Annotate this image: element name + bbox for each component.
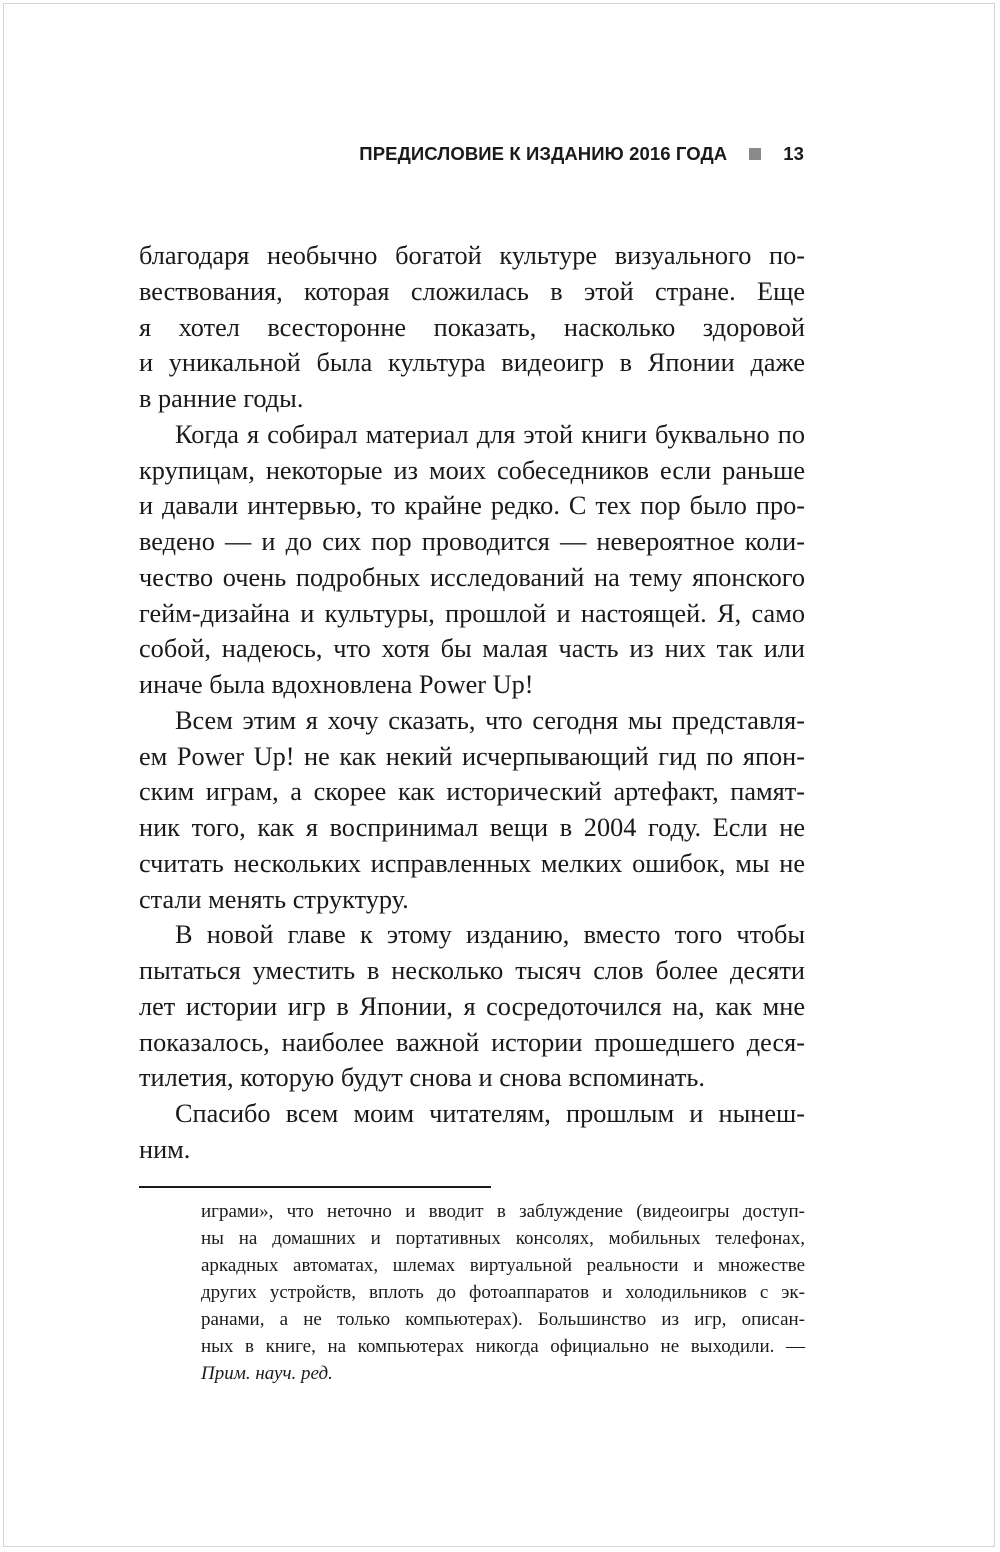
text-line: крупицам, некоторые из моих собеседников если раньше [139,455,805,485]
section-title: ПРЕДИСЛОВИЕ К ИЗДАНИЮ 2016 ГОДА [359,143,728,164]
footnote-line: ны на домашних и портативных консолях, мобильных телефонах, [201,1228,805,1249]
text-line: и давали интервью, то крайне редко. С тех пор было про- [139,491,805,521]
paragraph [139,238,805,417]
text-line: пытаться уместить в несколько тысяч слов более десяти [139,956,805,985]
text-line: Когда я собирал материал для этой книги буквально по [175,419,805,449]
text-line: Всем этим я хочу сказать, что сегодня мы представля- [175,705,805,735]
text-line: собой, надеюсь, что хотя бы малая часть из них так или [139,634,805,664]
text-line: чество очень подробных исследований на тему японского [139,562,805,592]
text-line: Спасибо всем моим читателям, прошлым и нынеш- [175,1099,805,1128]
footnote-line: ных в книге, на компьютерах никогда официально не выходили. — [201,1336,805,1357]
text-line: В новой главе к этому изданию, вместо того чтобы [175,920,805,950]
text-line: я хотел всесторонне показать, насколько здоровой [139,312,805,342]
footnote-signature: Прим. науч. ред. [201,1363,333,1384]
text-line: ведено — и до сих пор проводится — невероятное коли- [139,527,805,556]
square-bullet-icon [749,148,761,160]
text-line: вествования, которая сложилась в этой стране. Еще [139,276,805,306]
paragraph [139,703,805,918]
footnote [201,1198,805,1387]
text-line: и уникальной была культура видеоигр в Японии даже [139,348,805,378]
paragraph [139,417,805,703]
footnote-line: других устройств, вплоть до фотоаппаратов и холодильников с эк- [201,1282,805,1303]
text-line: лет истории игр в Японии, я сосредоточился на, как мне [139,991,805,1021]
text-line: ем Power Up! не как некий исчерпывающий гид по япон- [139,741,805,771]
text-line: считать нескольких исправленных мелких ошибок, мы не [139,848,805,878]
running-head [359,143,804,165]
footnote-line: ранами, а не только компьютерах). Большинство из игр, описан- [201,1309,805,1330]
text-line: стали менять структуру. [139,884,409,914]
page-number: 13 [783,143,804,164]
text-line: иначе была вдохновлена Power Up! [139,670,534,699]
text-line: благодаря необычно богатой культуре визуального по- [139,241,805,270]
text-line: ник того, как я воспринимал вещи в 2004 году. Если не [139,813,805,842]
text-line: в ранние годы. [139,384,304,413]
text-line: показалось, наиболее важной истории прошедшего деся- [139,1027,805,1057]
footnote-line: играми», что неточно и вводит в заблуждение (видеоигры доступ- [201,1201,805,1222]
text-line: ским играм, а скорее как исторический артефакт, памят- [139,777,805,807]
paragraph [139,1096,805,1168]
text-line: тилетия, которую будут снова и снова вспоминать. [139,1063,705,1093]
footnote-divider [139,1186,491,1188]
paragraph [139,917,805,1096]
text-line: ним. [139,1134,191,1164]
text-line: гейм-дизайна и культуры, прошлой и настоящей. Я, само [139,598,805,628]
footnote-line: аркадных автоматах, шлемах виртуальной реальности и множестве [201,1255,805,1276]
body-text [139,238,805,1168]
